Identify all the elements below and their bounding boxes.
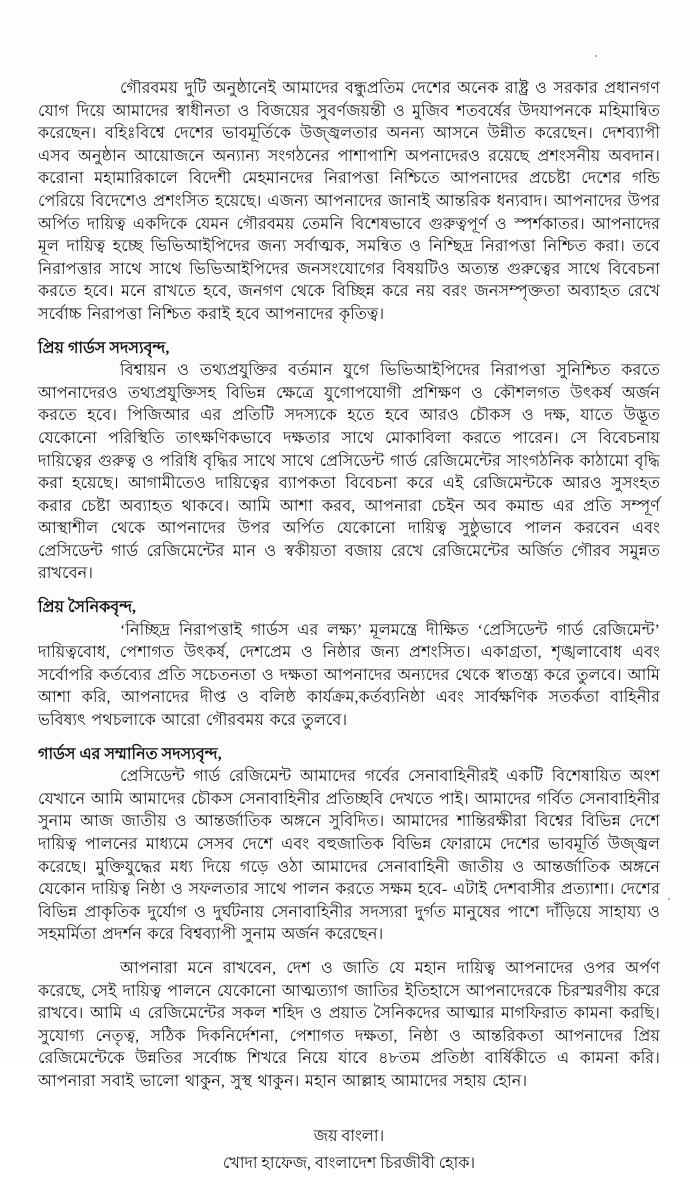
scan-speck [595,55,597,57]
paragraph-soldiers: ‘নিচ্ছিদ্র নিরাপত্তাই গার্ডস এর লক্ষ্য’ মূলমন্ত্রে দীক্ষিত ‘প্রেসিডেন্ট গার্ড রেজিমেন্ট’ দায়িত্ববোধ, পেশাগত উৎকর্ষ, দেশপ্রেম ও নিষ্ঠার জন্য প্রশংসিত। একাগ্রতা, শৃঙ্খলাবোধ এবং সর্বোপরি কর্তব্যের প্রতি সচেতনতা ও দক্ষতা আপনাদের অন্যদের থেকে স্বাতন্ত্র্য করে তুলবে। আমি আশা করি, আপনাদের দীপ্ত ও বলিষ্ঠ কার্যক্রম,কর্তব্যনিষ্ঠা এবং সার্বক্ষণিক সতর্কতা বাহিনীর ভবিষ্যৎ পথচলাকে আরো গৌরবময় করে তুলবে। [38,621,660,730]
paragraph-opening: গৌরবময় দুটি অনুষ্ঠানেই আমাদের বন্ধুপ্রতিম দেশের অনেক রাষ্ট্র ও সরকার প্রধানগণ যোগ দিয়ে আমাদের স্বাধীনতা ও বিজয়ের সুবর্ণজয়ন্তী ও মুজিব শতবর্ষের উদযাপনকে মহিমান্বিত করেছেন। বহিঃবিশ্বে দেশের ভাবমূর্তিকে উজ্জ্বলতার অনন্য আসনে উন্নীত করেছেন। দেশব্যাপী এসব অনুষ্ঠান আয়োজনে অন্যান্য সংগঠনের পাশাপাশি অপনাদেরও রয়েছে প্রশংসনীয় অবদান। করোনা মহামারিকালে বিদেশী মেহমানদের নিরাপত্তা নিশ্চিতে আপনাদের প্রচেষ্টা দেশের গন্ডি পেরিয়ে বিদেশেও প্রশংসিত হয়েছে। এজন্য আপনাদের জানাই আন্তরিক ধন্যবাদ। আপনাদের উপর অর্পিত দায়িত্ব একদিকে যেমন গৌরবময় তেমনি বিশেষভাবে গুরুত্বপূর্ণ ও স্পর্শকাতর। আপনাদের মূল দায়িত্ব হচ্ছে ভিভিআইপিদের জন্য সর্বাত্মক, সমন্বিত ও নিশ্ছিদ্র নিরাপত্তা নিশ্চিত করা। তবে নিরাপত্তার সাথে সাথে ভিভিআইপিদের জনসংযোগের বিষয়টিও অত্যন্ত গুরুত্বের সাথে বিবেচনা করতে হবে। মনে রাখতে হবে, জনগণ থেকে বিচ্ছিন্ন করে নয় বরং জনসম্পৃক্ততা অব্যাহত রেখে সর্বোচ্চ নিরাপত্তা নিশ্চিত করাই হবে আপনাদের কৃতিত্ব। [38,80,660,323]
paragraph-final: আপনারা মনে রাখবেন, দেশ ও জাতি যে মহান দায়িত্ব আপনাদের ওপর অর্পণ করেছে, সেই দায়িত্ব পালনে যেকোনো আত্মত্যাগ জাতির ইতিহাসে আপনাদেরকে চিরস্মরণীয় করে রাখবে। আমি এ রেজিমেন্টের সকল শহিদ ও প্রয়াত সৈনিকদের আত্মার মাগফিরাত কামনা করছি। সুযোগ্য নেতৃত্ব, সঠিক দিকনির্দেশনা, পেশাগত দক্ষতা, নিষ্ঠা ও আন্তরিকতা আপনাদের প্রিয় রেজিমেন্টেকে উন্নতির সর্বোচ্চ শিখরে নিয়ে যাবে ৪৮তম প্রতিষ্ঠা বার্ষিকীতে এ কামনা করি। আপনারা সবাই ভালো থাকুন, সুস্থ থাকুন। মহান আল্লাহ আমাদের সহায় হোন। [38,959,660,1090]
salutation-honored-members: গার্ডস এর সম্মানিত সদস্যবৃন্দ, [38,745,222,763]
closing-slogan: জয় বাংলা। [313,1127,385,1145]
paragraph-guards-members: বিশ্বায়ন ও তথ্যপ্রযুক্তির বর্তমান যুগে ভিভিআইপিদের নিরাপত্তা সুনিশ্চিত করতে আপনাদেরও তথ্যপ্রযুক্তিসহ বিভিন্ন ক্ষেত্রে যুগোপযোগী প্রশিক্ষণ ও কৌশলগত উৎকর্ষ অর্জন করতে হবে। পিজিআর এর প্রতিটি সদস্যকে হতে হবে আরও চৌকস ও দক্ষ, যাতে উদ্ভূত যেকোনো পরিস্থিতি তাৎক্ষণিকভাবে দক্ষতার সাথে মোকাবিলা করতে পারেন। সে বিবেচনায় দায়িত্বের গুরুত্ব ও পরিধি বৃদ্ধির সাথে সাথে প্রেসিডেন্ট গার্ড রেজিমেন্টের সাংগঠনিক কাঠামো বৃদ্ধি করা হয়েছে। আগামীতেও দায়িত্বের ব্যাপকতা বিবেচনা করে এই রেজিমেন্টকে আরও সুসংহত করার চেষ্টা অব্যাহত থাকবে। আমি আশা করব, আপনারা চেইন অব কমান্ড এর প্রতি সম্পূর্ণ আস্থাশীল থেকে আপনাদের উপর অর্পিত যেকোনো দায়িত্ব সুষ্ঠুভাবে পালন করবেন এবং প্রেসিডেন্ট গার্ড রেজিমেন্টের মান ও স্বকীয়তা বজায় রেখে রেজিমেন্টের অর্জিত গৌরব সমুন্নত রাখবেন। [38,362,660,583]
scan-speck [345,1048,347,1050]
closing-block [38,1123,660,1177]
closing-farewell: খোদা হাফেজ, বাংলাদেশ চিরজীবী হোক। [222,1154,476,1172]
paragraph-honored-members: প্রেসিডেন্ট গার্ড রেজিমেন্ট আমাদের গর্বের সেনাবাহিনীরই একটি বিশেষায়িত অংশ যেখানে আমি আমাদের চৌকস সেনাবাহিনীর প্রতিচ্ছবি দেখতে পাই। আমাদের গর্বিত সেনাবাহিনীর সুনাম আজ জাতীয় ও আন্তর্জাতিক অঙ্গনে সুবিদিত। আমাদের শান্তিরক্ষীরা বিশ্বের বিভিন্ন দেশে দায়িত্ব পালনের মাধ্যমে সেসব দেশে এবং বহুজাতিক বিভিন্ন ফোরামে দেশের ভাবমূর্তি উজ্জ্বল করেছে। মুক্তিযুদ্ধের মধ্য দিয়ে গড়ে ওঠা আমাদের সেনাবাহিনী জাতীয় ও আন্তর্জাতিক অঙ্গনে যেকোন দায়িত্ব নিষ্ঠা ও সফলতার সাথে পালন করতে সক্ষম হবে- এটাই দেশবাসীর প্রত্যাশা। দেশের বিভিন্ন প্রাকৃতিক দুর্যোগ ও দুর্ঘটনায় সেনাবাহিনীর সদস্যরা দুর্গত মানুষের পাশে দাঁড়িয়ে সাহায্য ও সহমর্মিতা প্রদর্শন করে বিশ্বব্যাপী সুনাম অর্জন করেছেন। [38,768,660,944]
scan-speck [668,898,670,900]
salutation-soldiers: প্রিয় সৈনিকবৃন্দ, [38,599,137,617]
salutation-guards-members: প্রিয় গার্ডস সদস্যবৃন্দ, [38,339,170,357]
